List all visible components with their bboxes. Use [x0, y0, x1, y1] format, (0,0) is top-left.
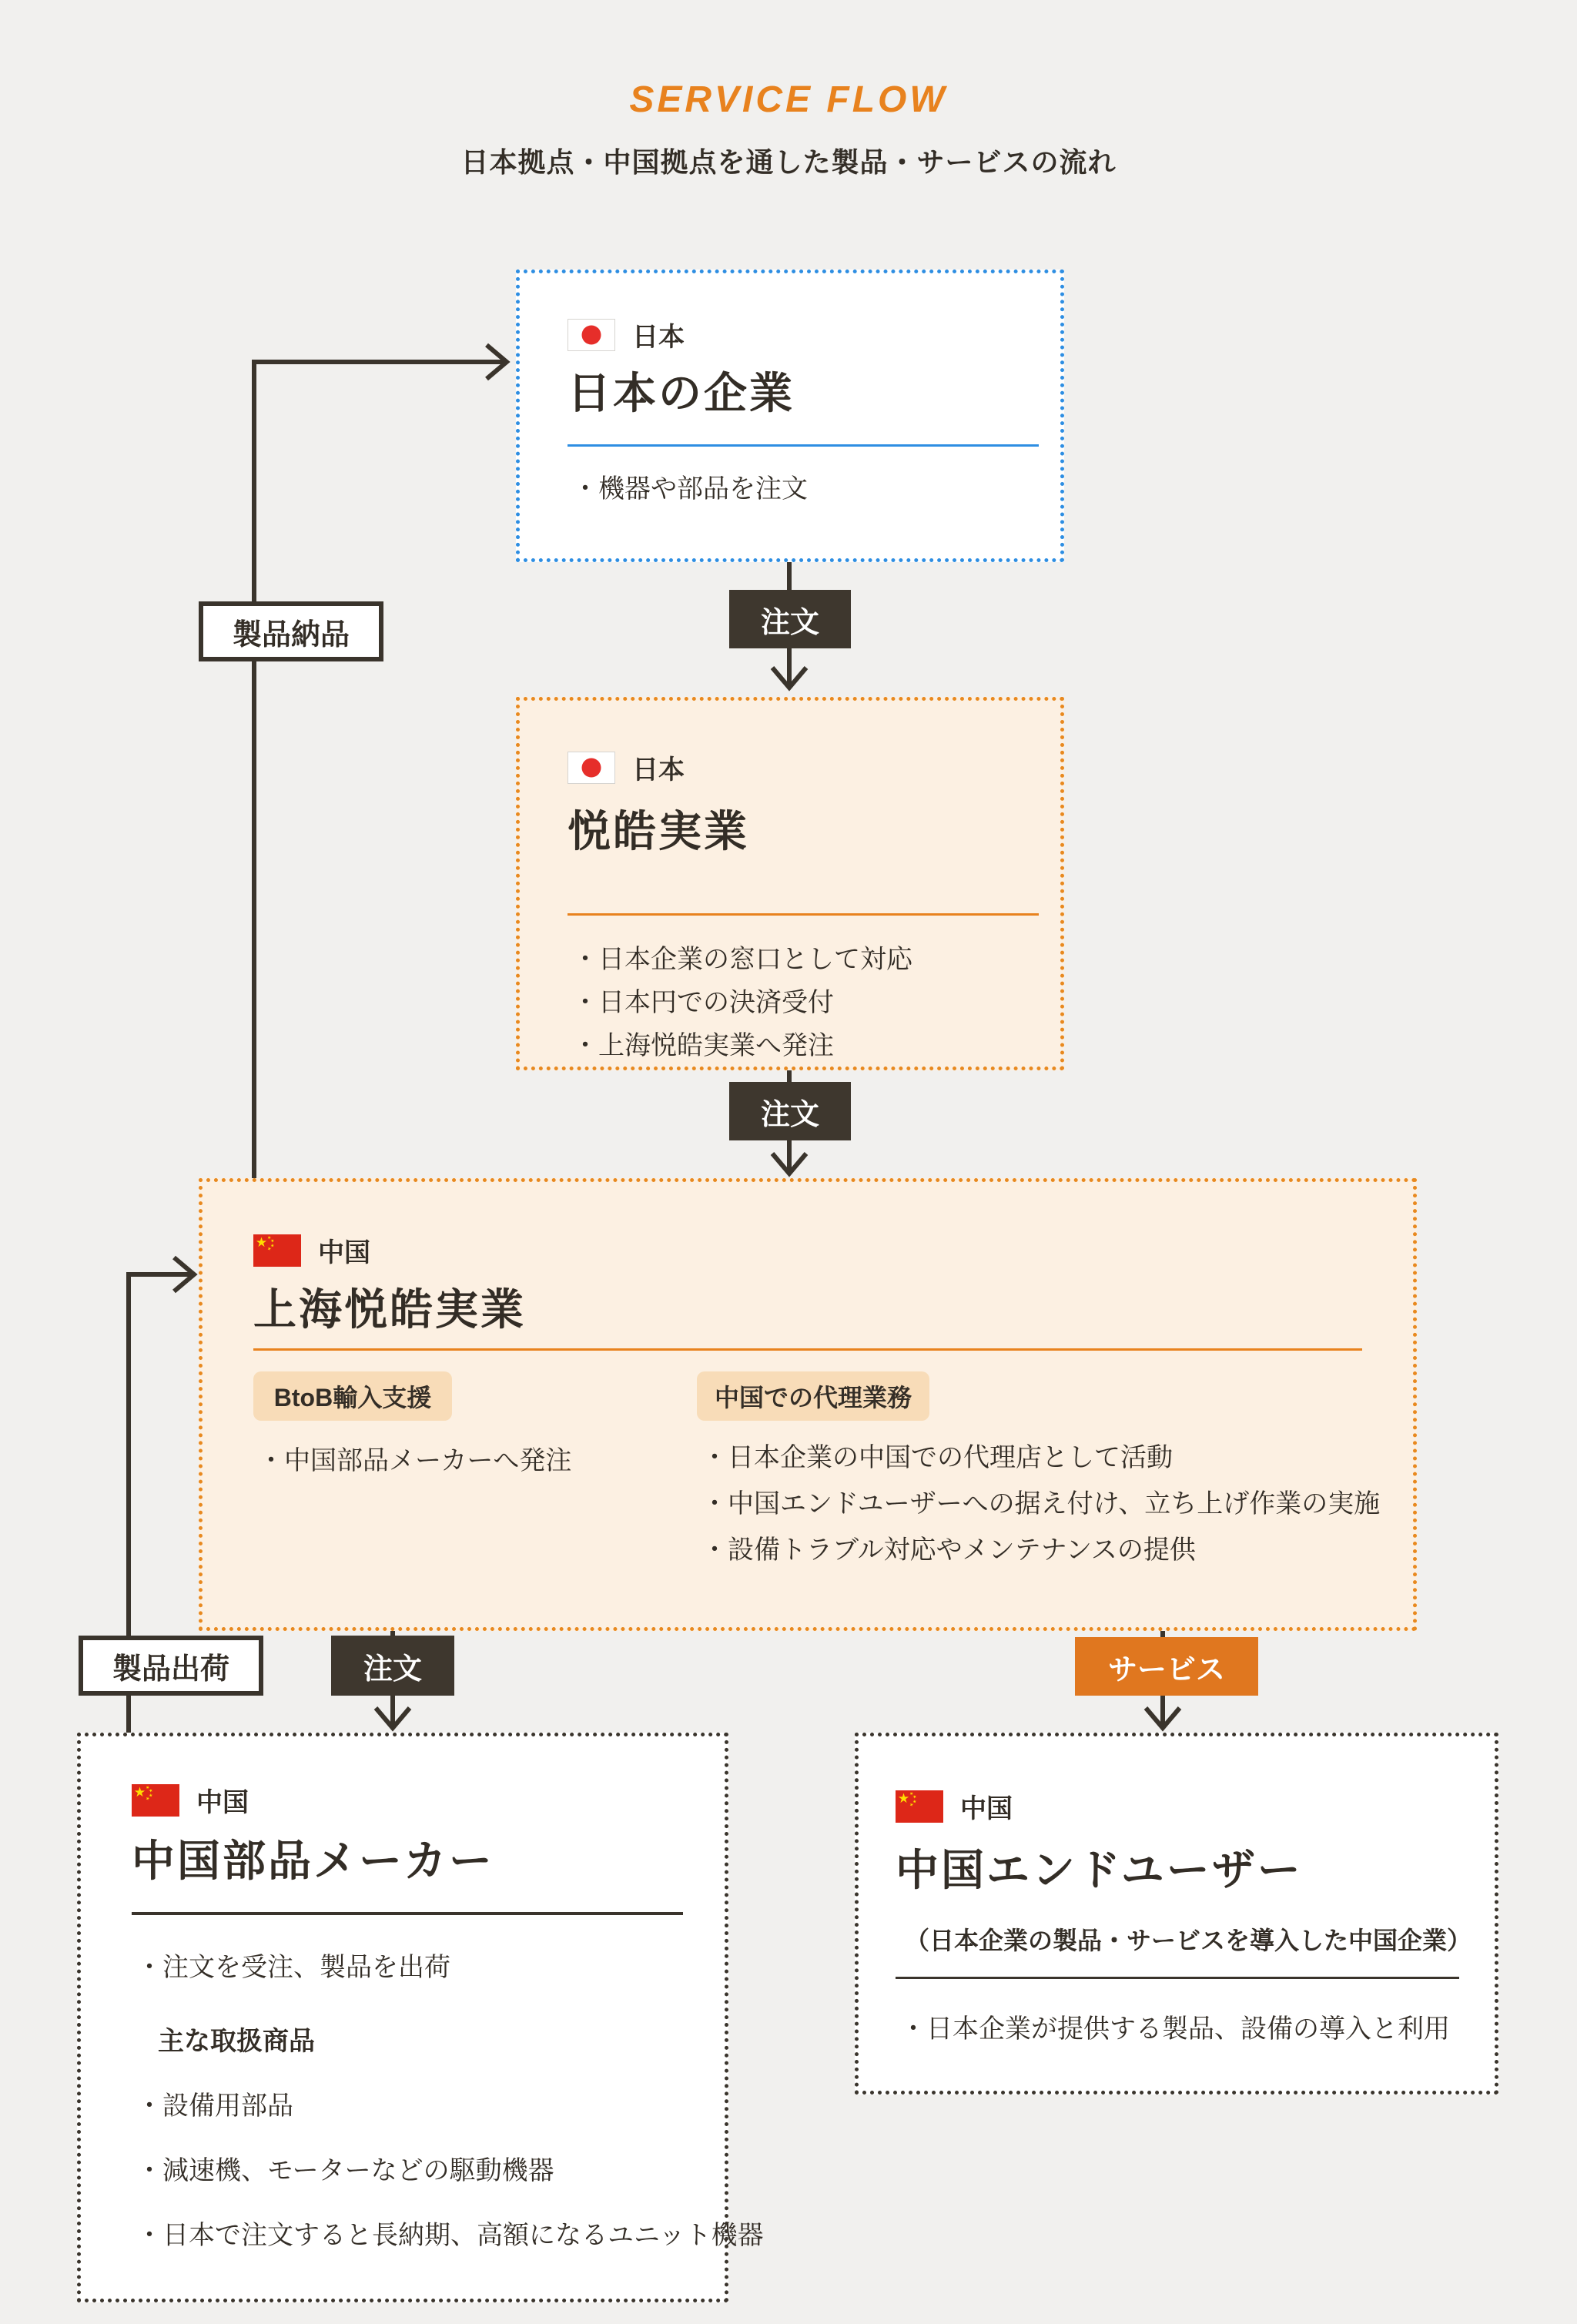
shanghai-right-bullet: ・設備トラブル対応やメンテナンスの提供 [701, 1535, 1196, 1565]
product-shipment-label: 製品出荷 [79, 1636, 263, 1696]
title-underline [568, 913, 1039, 916]
japan-flag-icon [568, 319, 615, 351]
china-end-user-bullet: ・日本企業が提供する製品、設備の導入と利用 [900, 2014, 1450, 2044]
title-underline [896, 1977, 1459, 1979]
china-end-user-box [855, 1733, 1498, 2095]
arrowhead-service [1146, 1708, 1180, 1728]
main-products-subheading: 主な取扱商品 [158, 2027, 315, 2056]
etsuhao-japan-bullet: ・上海悦皓実業へ発注 [572, 1031, 834, 1060]
china-parts-maker-box [77, 1733, 764, 2302]
shanghai-etsuhao-box [199, 1178, 1417, 1631]
title-underline [253, 1348, 1362, 1351]
japan-flag-icon [568, 752, 615, 784]
etsuhao-japan-bullet: ・日本企業の窓口として対応 [572, 945, 912, 974]
order-label-1: 注文 [729, 590, 851, 648]
china-end-user-title: 中国エンドユーザー [896, 1846, 1303, 1894]
country-label: 日本 [632, 323, 685, 352]
japan-company-bullet: ・機器や部品を注文 [572, 474, 808, 504]
china-flag-icon [896, 1790, 943, 1823]
arrowhead-product-delivery [487, 345, 507, 379]
etsuhao-japan-title: 悦皓実業 [568, 807, 749, 856]
page-title: SERVICE FLOW [629, 79, 948, 120]
main-products-bullet: ・日本で注文すると長納期、高額になるユニット機器 [136, 2221, 764, 2250]
arrowhead-order-1 [772, 668, 806, 688]
country-label: 日本 [632, 755, 685, 785]
china-parts-maker-bullet: ・注文を受注、製品を出荷 [136, 1953, 450, 1982]
arrowhead-order-2 [772, 1154, 806, 1174]
connector-product-delivery [254, 362, 505, 1178]
arrowhead-order-3 [376, 1708, 410, 1728]
arrowhead-product-shipment [174, 1257, 194, 1291]
china-end-user-subtitle: （日本企業の製品・サービスを導入した中国企業） [905, 1927, 1472, 1954]
main-products-bullet: ・設備用部品 [136, 2091, 293, 2121]
japan-company-title: 日本の企業 [568, 369, 795, 417]
order-label-3: 注文 [331, 1636, 454, 1696]
btob-import-support-tag: BtoB輸入支援 [253, 1371, 452, 1421]
main-products-bullet: ・減速機、モーターなどの駆動機器 [136, 2156, 554, 2185]
japan-company-box [516, 270, 1064, 562]
china-flag-icon [132, 1784, 179, 1817]
china-flag-icon [253, 1234, 301, 1267]
country-label: 中国 [318, 1238, 370, 1267]
china-parts-maker-title: 中国部品メーカー [132, 1837, 494, 1885]
shanghai-right-bullet: ・日本企業の中国での代理店として活動 [701, 1443, 1173, 1472]
country-label: 中国 [196, 1788, 249, 1817]
page-subtitle: 日本拠点・中国拠点を通した製品・サービスの流れ [460, 146, 1117, 178]
etsuhao-japan-bullet: ・日本円での決済受付 [572, 988, 834, 1017]
title-underline [132, 1912, 683, 1915]
title-underline [568, 444, 1039, 447]
shanghai-right-bullet: ・中国エンドユーザーへの据え付け、立ち上げ作業の実施 [701, 1489, 1381, 1519]
shanghai-left-bullet: ・中国部品メーカーへ発注 [258, 1446, 572, 1475]
product-delivery-label: 製品納品 [199, 601, 383, 661]
etsuhao-japan-box [516, 697, 1064, 1070]
service-label: サービス [1075, 1637, 1258, 1696]
china-agency-tag: 中国での代理業務 [697, 1371, 929, 1421]
order-label-2: 注文 [729, 1082, 851, 1140]
country-label: 中国 [960, 1794, 1013, 1823]
shanghai-etsuhao-title: 上海悦皓実業 [253, 1285, 526, 1334]
